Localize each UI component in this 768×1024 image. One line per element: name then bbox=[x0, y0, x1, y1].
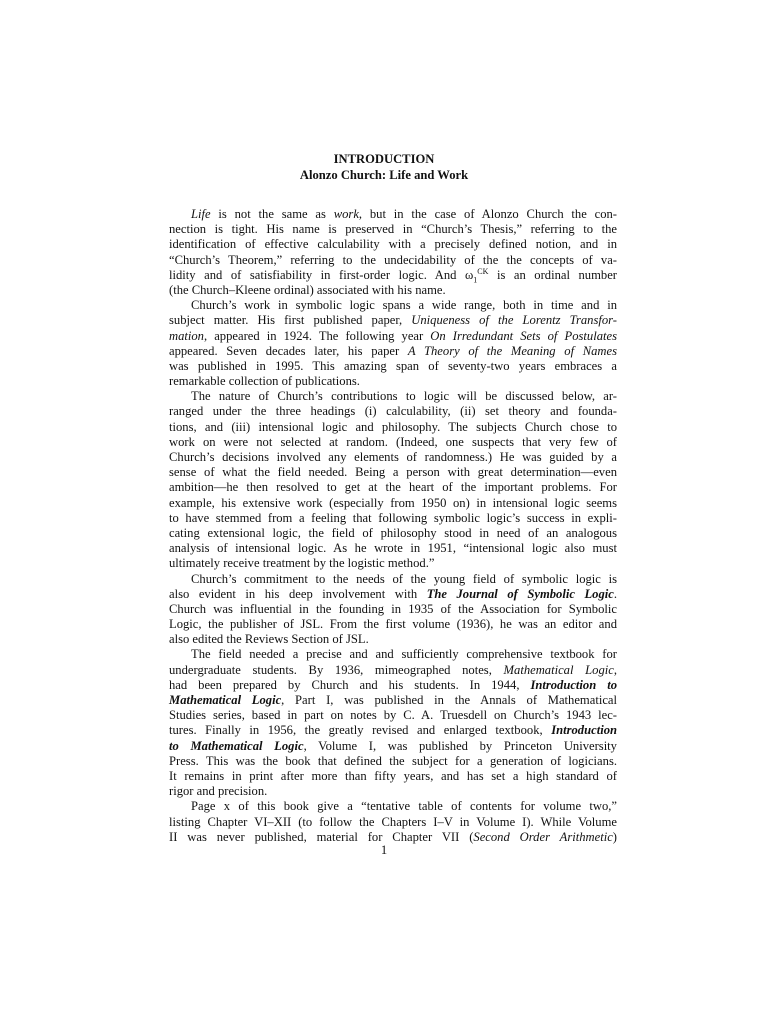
paragraph-1 bbox=[169, 207, 617, 298]
text-run: undergraduate students. By 1936, mimeographed notes, bbox=[169, 662, 504, 677]
text-line bbox=[169, 587, 617, 602]
text-line: The nature of Church’s contributions to logic will be discussed below, ar- bbox=[191, 389, 617, 404]
text-line: Church’s commitment to the needs of the young field of symbolic logic is bbox=[191, 571, 617, 586]
text-line: analysis of intensional logic. As he wrote in 1951, “intensional logic also must bbox=[169, 541, 617, 556]
text-line bbox=[169, 207, 617, 222]
book-title: to Mathematical Logic bbox=[169, 738, 304, 753]
text-run: , but in the case of Alonzo Church the con- bbox=[358, 207, 618, 221]
text-line: Church’s decisions involved any elements of randomness.) He was guided by a bbox=[169, 450, 617, 464]
paper-title: On Irredundant Sets of Postulates bbox=[430, 328, 617, 343]
text-line bbox=[169, 739, 617, 754]
body-text bbox=[169, 207, 617, 845]
chapter-title: INTRODUCTION bbox=[333, 152, 435, 166]
text-line: to have stemmed from a feeling that following symbolic logic’s success in expli- bbox=[169, 510, 617, 525]
paragraph-2 bbox=[169, 298, 617, 389]
book-title: Mathematical Logic bbox=[503, 662, 614, 677]
text-run: ) bbox=[612, 829, 617, 844]
emphasis-work: work bbox=[333, 207, 359, 221]
text-line: was published in 1995. This amazing span of seventy-two years embraces a bbox=[169, 358, 617, 373]
text-run: , bbox=[613, 662, 617, 677]
paper-title: mation bbox=[169, 328, 204, 343]
text-run: , appeared in 1924. The following year bbox=[203, 328, 431, 343]
text-run: tures. Finally in 1956, the greatly revised and enlarged textbook, bbox=[169, 723, 552, 738]
book-title: Introduction to bbox=[530, 677, 617, 692]
text-line bbox=[169, 344, 617, 359]
text-line bbox=[169, 329, 617, 344]
text-line: Press. This was the book that defined the subject for a generation of logicians. bbox=[169, 753, 617, 768]
text-line: Logic, the publisher of JSL. From the first volume (1936), he was an editor and bbox=[169, 617, 617, 632]
journal-title: The Journal of Symbolic Logic bbox=[426, 586, 614, 601]
emphasis-life: Life bbox=[191, 207, 211, 221]
text-line bbox=[169, 313, 617, 328]
text-line: listing Chapter VI–XII (to follow the Chapters I–V in Volume I). While Volume bbox=[169, 814, 617, 829]
text-run: appeared. Seven decades later, his paper bbox=[169, 343, 408, 358]
text-line bbox=[169, 663, 617, 678]
text-line: Studies series, based in part on notes by C. A. Truesdell on Church’s 1943 lec- bbox=[169, 708, 617, 723]
text-line bbox=[169, 693, 617, 708]
text-line: Page x of this book give a “tentative table of contents for volume two,” bbox=[191, 799, 617, 814]
text-line: also edited the Reviews Section of JSL. bbox=[169, 632, 369, 647]
text-line: Church was influential in the founding in 1935 of the Association for Symbolic bbox=[169, 601, 617, 616]
chapter-title-ref: Second Order Arithmetic bbox=[473, 829, 613, 844]
text-run: is an ordinal number bbox=[488, 267, 617, 282]
paper-title: Uniqueness of the Lorentz Transfor- bbox=[411, 313, 617, 328]
paper-title: A Theory of the Meaning of Names bbox=[407, 343, 618, 358]
text-line: The field needed a precise and and sufficiently comprehensive textbook for bbox=[191, 647, 617, 662]
text-line: identification of effective calculability with a precisely defined notion, and in bbox=[169, 237, 617, 252]
text-run: subject matter. His first published paper, bbox=[169, 313, 412, 328]
paragraph-4 bbox=[169, 572, 617, 648]
text-line: “Church’s Theorem,” referring to the undecidability of the the concepts of va- bbox=[169, 252, 617, 267]
text-run: is not the same as bbox=[210, 207, 334, 221]
text-line bbox=[169, 678, 617, 693]
text-line: sense of what the field needed. Being a person with great determination—even bbox=[169, 465, 617, 480]
text-run: also evident in his deep involvement with bbox=[169, 586, 427, 601]
text-run: had been prepared by Church and his students. In 1944, bbox=[169, 677, 531, 692]
text-line: ambition—he then resolved to get at the heart of the important problems. For bbox=[169, 480, 617, 495]
text-run: , Part I, was published in the Annals of Mathematical bbox=[281, 693, 617, 707]
paragraph-5 bbox=[169, 647, 617, 799]
text-line bbox=[169, 723, 617, 738]
text-run: . bbox=[613, 586, 617, 601]
text-line: It remains in print after more than fifty years, and has set a high standard of bbox=[169, 768, 617, 783]
text-line: Church’s work in symbolic logic spans a wide range, both in time and in bbox=[191, 298, 617, 313]
text-line: tions, and (iii) intensional logic and philosophy. The subjects Church chose to bbox=[169, 419, 617, 434]
omega-superscript: CK bbox=[477, 266, 489, 276]
chapter-heading bbox=[0, 151, 768, 183]
text-line: cating extensional logic, the field of philosophy stood in need of an analogous bbox=[169, 525, 617, 540]
text-line: ranged under the three headings (i) calculability, (ii) set theory and founda- bbox=[169, 404, 617, 419]
text-line: ultimately receive treatment by the logistic method.” bbox=[169, 556, 435, 571]
paragraph-3 bbox=[169, 389, 617, 571]
omega-subscript: 1 bbox=[473, 275, 478, 285]
paragraph-6 bbox=[169, 799, 617, 845]
text-run: II was never published, material for Chapter VII ( bbox=[169, 829, 474, 844]
chapter-subtitle: Alonzo Church: Life and Work bbox=[299, 168, 469, 182]
book-title: Introduction bbox=[551, 723, 617, 738]
text-line: remarkable collection of publications. bbox=[169, 374, 360, 389]
text-line: rigor and precision. bbox=[169, 784, 268, 799]
text-line: example, his extensive work (especially from 1950 on) in intensional logic seems bbox=[169, 495, 617, 510]
book-title: Mathematical Logic bbox=[169, 693, 282, 707]
page-number: 1 bbox=[380, 843, 388, 857]
text-line: (the Church–Kleene ordinal) associated with his name. bbox=[169, 282, 446, 297]
text-line: work on were not selected at random. (Indeed, one suspects that very few of bbox=[169, 434, 617, 449]
text-run: lidity and of satisfiability in first-order logic. And ω bbox=[169, 267, 474, 282]
text-line: nection is tight. His name is preserved in “Church’s Thesis,” referring to the bbox=[169, 222, 617, 237]
text-run: , Volume I, was published by Princeton University bbox=[303, 738, 617, 753]
text-line bbox=[169, 268, 617, 283]
